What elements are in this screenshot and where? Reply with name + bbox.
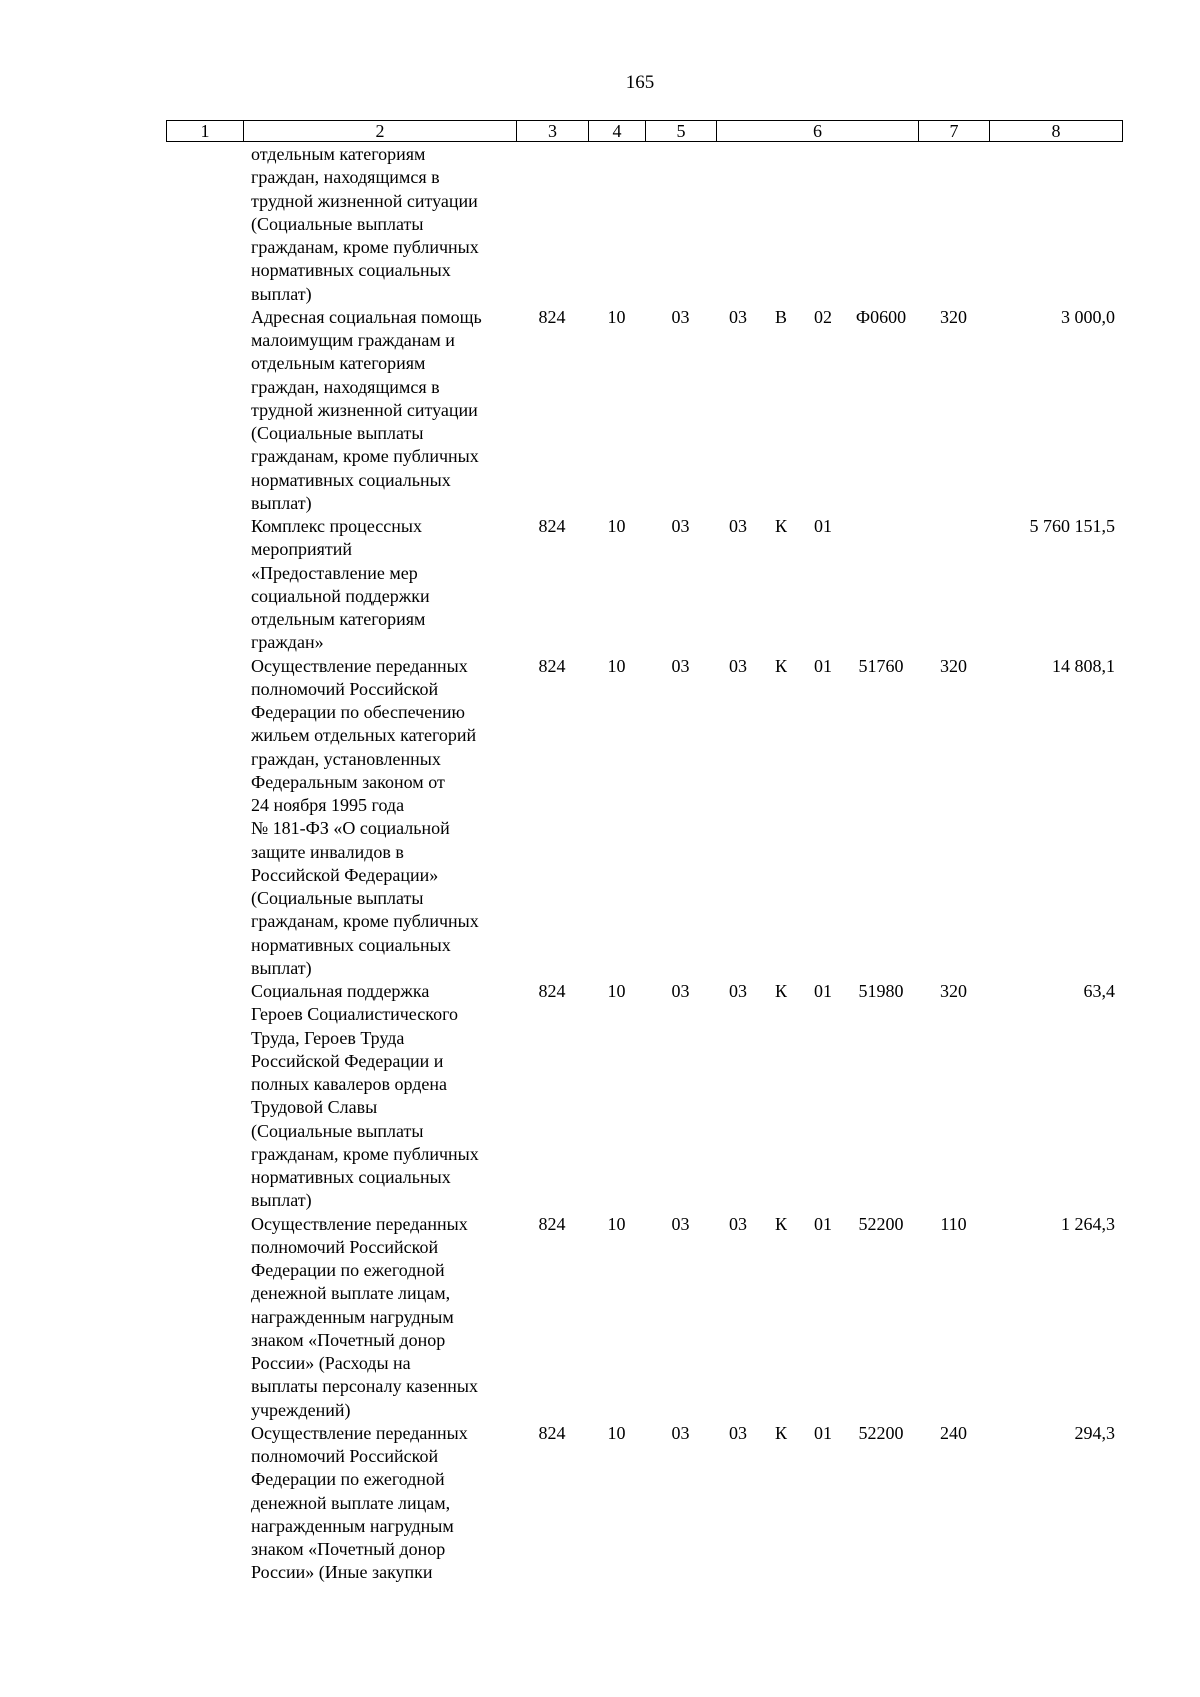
row-number-cell — [166, 980, 243, 1213]
code-subsection: 03 — [671, 1213, 690, 1234]
description-line: граждан, находящимся в — [251, 376, 440, 397]
column-number-4: 4 — [589, 121, 646, 142]
description-line: денежной выплате лицам, — [251, 1283, 451, 1304]
row-description — [243, 980, 516, 1213]
code-subprogram: К — [774, 1422, 787, 1443]
code-program: 03 — [729, 1213, 747, 1234]
code-event: 01 — [814, 1213, 832, 1234]
column-number-3: 3 — [517, 121, 589, 142]
description-line: социальной поддержки — [251, 585, 430, 606]
row-description — [243, 143, 516, 306]
description-line: № 181-ФЗ «О социальной — [251, 818, 450, 839]
row-number-cell — [166, 306, 243, 515]
amount: 14 808,1 — [1052, 655, 1115, 676]
amount: 3 000,0 — [1061, 306, 1115, 327]
description-line: отдельным категориям — [251, 144, 426, 164]
code-expense-type: 320 — [940, 655, 967, 676]
description-line: гражданам, кроме публичных — [251, 237, 479, 257]
description-line: выплаты персоналу казенных — [251, 1376, 478, 1397]
description-line: (Социальные выплаты — [251, 423, 424, 443]
description-line: России» (Иные закупки — [251, 1562, 433, 1583]
code-program: 03 — [729, 981, 747, 1001]
description-line: нормативных социальных — [251, 934, 451, 955]
budget-table-body — [166, 143, 1122, 1585]
description-line: малоимущим гражданам и — [251, 330, 455, 350]
code-subsection: 03 — [671, 981, 690, 1001]
code-event: 01 — [814, 1422, 832, 1443]
description-line: Осуществление переданных — [251, 655, 468, 676]
code-admin: 824 — [538, 655, 566, 676]
description-line: награжденным нагрудным — [251, 1306, 454, 1327]
row-number-cell — [166, 1213, 243, 1422]
code-expense-type: 110 — [940, 1213, 967, 1234]
description-line: трудной жизненной ситуации — [251, 190, 478, 211]
column-number-5: 5 — [646, 121, 717, 142]
description-line: полномочий Российской — [251, 678, 439, 699]
description-line: учреждений) — [251, 1399, 351, 1420]
code-direction — [844, 515, 918, 655]
description-line: нормативных социальных — [251, 260, 451, 281]
table-header — [166, 120, 1123, 142]
description-line: знаком «Почетный донор — [251, 1539, 446, 1559]
description-line: граждан, установленных — [251, 748, 441, 769]
description-line: Героев Социалистического — [251, 1004, 458, 1025]
description-line: выплат) — [251, 1190, 312, 1211]
code-program: 03 — [729, 1422, 747, 1443]
description-line: 24 ноября 1995 года — [251, 795, 405, 815]
code-subprogram: К — [774, 1213, 787, 1234]
description-line: нормативных социальных — [251, 1167, 451, 1187]
description-line: полномочий Российской — [251, 1236, 439, 1257]
code-direction — [844, 143, 918, 306]
code-event: 01 — [814, 516, 832, 536]
amount: 5 760 151,5 — [1029, 516, 1115, 536]
description-line: знаком «Почетный донор — [251, 1329, 446, 1350]
code-direction: 52200 — [858, 1213, 904, 1234]
description-line: выплат) — [251, 283, 312, 304]
code-subsection: 03 — [671, 655, 690, 676]
description-line: защите инвалидов в — [251, 841, 404, 862]
row-description — [243, 1422, 516, 1585]
description-line: Адресная социальная помощь — [251, 306, 482, 327]
code-admin — [516, 143, 588, 306]
row-number-cell — [166, 1422, 243, 1585]
code-subsection: 03 — [671, 516, 690, 536]
code-subprogram: К — [774, 655, 787, 676]
row-description — [243, 515, 516, 655]
description-line: награжденным нагрудным — [251, 1515, 454, 1536]
description-line: жильем отдельных категорий — [251, 725, 477, 746]
description-line: гражданам, кроме публичных — [251, 1143, 479, 1164]
code-subsection: 03 — [671, 1422, 690, 1443]
column-number-row — [167, 121, 1123, 142]
code-section: 10 — [607, 1422, 626, 1443]
code-subsection — [645, 143, 716, 306]
column-number-1: 1 — [167, 121, 244, 142]
description-line: полных кавалеров ордена — [251, 1074, 447, 1094]
description-line: граждан» — [251, 632, 324, 653]
code-section: 10 — [607, 516, 626, 536]
description-line: Федерации по ежегодной — [251, 1469, 445, 1490]
amount: 1 264,3 — [1061, 1213, 1115, 1234]
code-section: 10 — [607, 1213, 626, 1234]
description-line: денежной выплате лицам, — [251, 1492, 451, 1513]
amount: 294,3 — [1074, 1422, 1115, 1443]
description-line: трудной жизненной ситуации — [251, 399, 478, 420]
code-event: 02 — [814, 306, 832, 327]
description-line: выплат) — [251, 957, 312, 978]
table-row — [166, 1213, 1122, 1422]
amount — [989, 143, 1122, 306]
code-expense-type: 240 — [940, 1422, 967, 1443]
code-program: 03 — [729, 516, 747, 536]
description-line: Федерации по обеспечению — [251, 702, 465, 722]
description-line: отдельным категориям — [251, 609, 426, 629]
description-line: граждан, находящимся в — [251, 167, 440, 188]
code-subprogram — [760, 143, 802, 306]
description-line: Комплекс процессных — [251, 516, 422, 536]
code-program: 03 — [729, 306, 747, 327]
table-row — [166, 655, 1122, 981]
description-line: Российской Федерации» — [251, 864, 439, 885]
description-line: гражданам, кроме публичных — [251, 446, 479, 467]
code-section: 10 — [607, 306, 626, 327]
description-line: Трудовой Славы — [251, 1097, 378, 1118]
table-row — [166, 143, 1122, 306]
description-line: нормативных социальных — [251, 469, 451, 490]
column-number-6: 6 — [717, 121, 919, 142]
code-subprogram: В — [774, 306, 787, 327]
code-direction: 51760 — [858, 655, 904, 676]
table-row — [166, 515, 1122, 655]
table-row — [166, 1422, 1122, 1585]
code-subsection: 03 — [671, 306, 690, 327]
code-section — [588, 143, 645, 306]
table-row — [166, 306, 1122, 515]
description-line: Федеральным законом от — [251, 771, 445, 792]
row-number-cell — [166, 143, 243, 306]
row-description — [243, 1213, 516, 1422]
description-line: Осуществление переданных — [251, 1422, 468, 1443]
code-expense-type — [918, 515, 989, 655]
code-expense-type — [918, 143, 989, 306]
code-subprogram: К — [774, 516, 787, 536]
column-number-2: 2 — [244, 121, 517, 142]
column-number-7: 7 — [919, 121, 990, 142]
description-line: Российской Федерации и — [251, 1050, 444, 1071]
code-admin: 824 — [538, 516, 566, 536]
table-row — [166, 980, 1122, 1213]
code-admin: 824 — [538, 981, 566, 1001]
code-section: 10 — [607, 655, 626, 676]
code-admin: 824 — [538, 306, 566, 327]
row-description — [243, 655, 516, 981]
code-event: 01 — [814, 981, 832, 1001]
description-line: Труда, Героев Труда — [251, 1027, 405, 1048]
column-number-8: 8 — [990, 121, 1123, 142]
page-number: 165 — [625, 72, 655, 93]
code-admin: 824 — [538, 1422, 566, 1443]
description-line: мероприятий — [251, 539, 353, 560]
description-line: Социальная поддержка — [251, 981, 430, 1001]
row-number-cell — [166, 655, 243, 981]
description-line: «Предоставление мер — [251, 562, 418, 583]
row-description — [243, 306, 516, 515]
code-program: 03 — [729, 655, 747, 676]
code-event: 01 — [814, 655, 832, 676]
description-line: гражданам, кроме публичных — [251, 911, 479, 932]
description-line: (Социальные выплаты — [251, 213, 424, 234]
code-direction: Ф0600 — [855, 306, 907, 327]
code-admin: 824 — [538, 1213, 566, 1234]
description-line: Федерации по ежегодной — [251, 1260, 445, 1280]
description-line: Осуществление переданных — [251, 1213, 468, 1234]
amount: 63,4 — [1083, 981, 1115, 1001]
description-line: отдельным категориям — [251, 353, 426, 374]
code-expense-type: 320 — [940, 981, 967, 1001]
code-event — [802, 143, 844, 306]
description-line: выплат) — [251, 492, 312, 513]
code-direction: 51980 — [858, 981, 904, 1001]
code-program — [716, 143, 760, 306]
code-direction: 52200 — [858, 1422, 904, 1443]
row-number-cell — [166, 515, 243, 655]
code-expense-type: 320 — [940, 306, 967, 327]
description-line: (Социальные выплаты — [251, 1120, 424, 1141]
code-subprogram: К — [774, 981, 787, 1001]
code-section: 10 — [607, 981, 626, 1001]
description-line: (Социальные выплаты — [251, 888, 424, 908]
description-line: полномочий Российской — [251, 1446, 439, 1466]
description-line: России» (Расходы на — [251, 1353, 411, 1373]
